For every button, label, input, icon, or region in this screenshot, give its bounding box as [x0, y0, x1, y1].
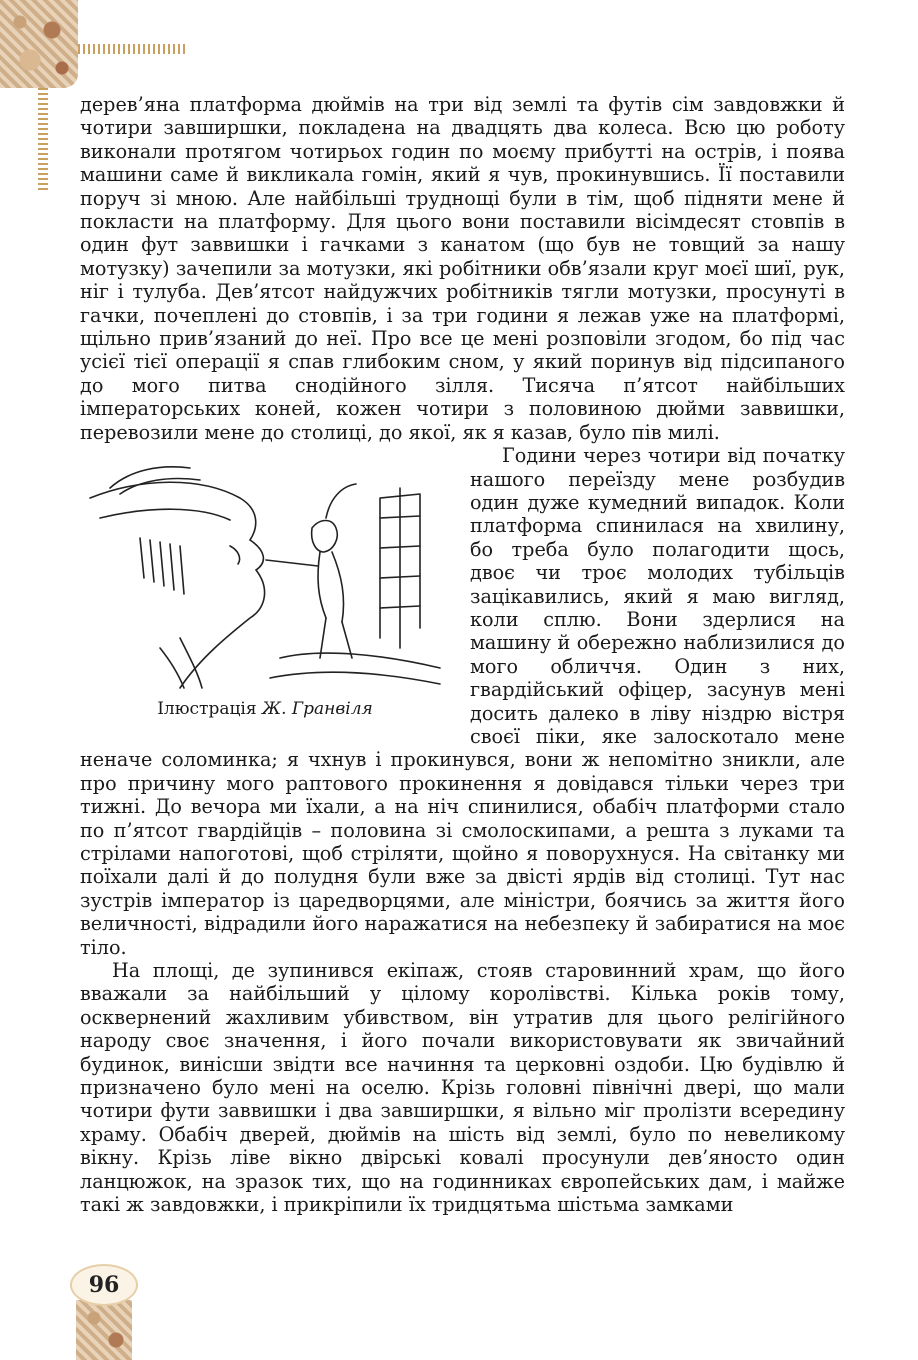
illustration-caption — [80, 698, 450, 721]
corner-ornament-bottom — [76, 1300, 132, 1360]
dotted-rule-horizontal — [78, 44, 186, 54]
gulliver-engraving-image — [80, 458, 450, 690]
dotted-rule-vertical — [38, 88, 48, 192]
page-number: 96 — [70, 1264, 138, 1306]
illustration — [80, 458, 460, 740]
page-text — [80, 93, 845, 1217]
corner-ornament-top — [0, 0, 78, 88]
paragraph-1: дерев’яна платформа дюймів на три від землі та футів сім завдовжки й чотири завширшки, покладена на двадцять два колеса. Всю цю роботу виконали протягом чотирьох годин по моєму прибутті на острів, і поява машини саме й викликала гомін, який я чув, прокинувшись. Її поставили поруч зі мною. Але найбільші труднощі були в тім, щоб підняти мене й покласти на платформу. Для цього вони поставили вісімдесят стовпів в один фут заввишки і гачками з канатом (що був не товщий за нашу мотузку) зачепили за мотузки, які робітники обв’язали круг моєї шиї, рук, ніг і тулуба. Дев’ятсот найдужчих робітників тягли мотузки, просунуті в гачки, почеплені до стовпів, і за три години я лежав уже на платформі, щільно прив’язаний до неї. Про все це мені розповіли згодом, бо під час усієї тієї операції я спав глибоким сном, у який поринув від підсипаного до мого питва снодійного зілля. Тисяча п’ятсот найбільших імператорських коней, кожен чотири з половиною дюйми заввишки, перевозили мене до столиці, до якої, як я казав, було пів милі. — [80, 93, 845, 444]
paragraph-3: На площі, де зупинився екіпаж, стояв старовинний храм, що його вважали за найбільший у цілому королівстві. Кілька років тому, осквернений жахливим убивством, він утратив для цього релігійного народу своє значення, і його почали використовувати як звичайний будинок, винісши звідти все начиння та церковні оздоби. Цю будівлю й призначено було мені на оселю. Крізь головні північні двері, що мали чотири фути заввишки і два завширшки, я вільно міг пролізти всередину храму. Обабіч дверей, дюймів на шість від землі, було по невеликому вікну. Крізь ліве вікно двірські ковалі просунули дев’яносто один ланцюжок, на зразок тих, що на годинниках європейських дам, і майже такі ж завдовжки, і прикріпили їх тридцятьма шістьма замками — [80, 959, 845, 1217]
paragraph-2: Години через чотири від початку нашого переїзду мене розбудив один дуже кумедний випадок. Коли платформа спинилася на хвилину, бо треба було полагодити щось, двоє чи троє молодих тубільців зацікавились, який я маю вигляд, коли сплю. Вони здерлися на машину й обережно наблизилися до мого обличчя. Один з них, гвардійський офіцер, засунув мені досить далеко в ліву ніздрю вістря своєї піки, яке залоскотало мене неначе соломинка; я чхнув і прокинувся, вони ж непомітно зникли, але про причину мого раптового прокинення я довідався тільки через три тижні. До вечора ми їхали, а на ніч спинилися, обабіч платформи стало по п’ятсот гвардійців – половина зі смолоскипами, а решта з луками та стрілами напоготові, щоб стріляти, щойно я поворухнуся. На світанку ми поїхали далі й до полудня були вже за двісті ярдів від столиці. Тут нас зустрів імператор із царедворцями, але міністри, боячись за життя його величності, відрадили його наражатися на небезпеку й забиратися на моє тіло. — [80, 444, 845, 959]
caption-prefix: Ілюстрація — [157, 699, 262, 720]
caption-author: Ж. Гранвіля — [261, 699, 373, 720]
